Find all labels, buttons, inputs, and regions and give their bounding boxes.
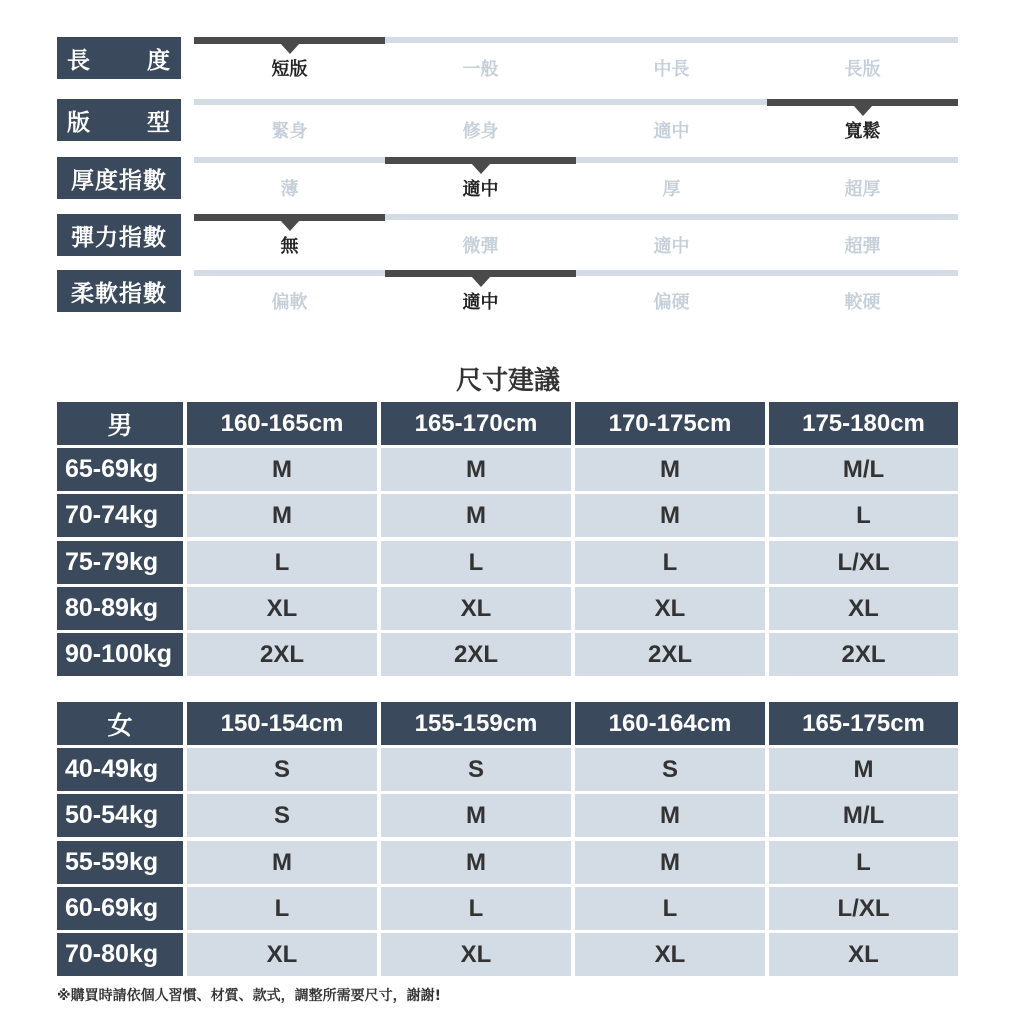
attribute-scale: [194, 214, 958, 256]
attribute-row: [57, 214, 958, 256]
attribute-option: [385, 37, 576, 79]
attribute-option-label: 中長: [653, 59, 690, 80]
selection-marker-icon: [280, 220, 300, 231]
attribute-label: 厚度指數: [57, 157, 181, 199]
attribute-scale: [194, 37, 958, 79]
weight-label: 70-74kg: [57, 494, 183, 537]
weight-label: 90-100kg: [57, 633, 183, 676]
size-cell: M: [575, 494, 765, 537]
attribute-option-selected: [385, 157, 576, 199]
scale-bar: [194, 99, 385, 105]
scale-bar: [576, 214, 767, 220]
attribute-option: [385, 99, 576, 141]
size-cell: M/L: [769, 794, 958, 837]
size-cell: 2XL: [769, 633, 958, 676]
weight-label: 60-69kg: [57, 887, 183, 930]
attribute-option: [385, 214, 576, 256]
attribute-option-label: 較硬: [844, 292, 881, 313]
height-header: 150-154cm: [187, 702, 377, 745]
height-header: 170-175cm: [575, 402, 765, 445]
attribute-option-label: 適中: [462, 179, 499, 200]
attribute-option: [576, 37, 767, 79]
selection-marker-icon: [471, 276, 491, 287]
attribute-option: [576, 270, 767, 312]
scale-bar: [194, 157, 385, 163]
scale-bar: [767, 214, 958, 220]
size-cell: M/L: [769, 448, 958, 491]
selection-marker-icon: [280, 43, 300, 54]
size-cell: M: [381, 494, 571, 537]
attribute-option-label: 薄: [280, 179, 299, 200]
attribute-label-part: 長: [67, 47, 91, 74]
scale-bar: [576, 37, 767, 43]
size-cell: XL: [187, 933, 377, 976]
size-cell: M: [381, 448, 571, 491]
scale-bar: [385, 37, 576, 43]
scale-bar: [767, 157, 958, 163]
attribute-option-label: 偏軟: [271, 292, 308, 313]
size-cell: L: [381, 887, 571, 930]
size-cell: L: [187, 887, 377, 930]
attribute-row: [57, 270, 958, 312]
selection-marker-icon: [853, 105, 873, 116]
height-header: 165-170cm: [381, 402, 571, 445]
attribute-row: [57, 37, 958, 79]
size-cell: L: [575, 541, 765, 584]
attribute-option-selected: [767, 99, 958, 141]
weight-label: 80-89kg: [57, 587, 183, 630]
scale-bar: [194, 270, 385, 276]
size-cell: M: [575, 794, 765, 837]
size-cell: S: [575, 748, 765, 791]
scale-bar: [576, 270, 767, 276]
attribute-option-label: 修身: [462, 121, 499, 142]
attribute-option: [576, 214, 767, 256]
size-cell: XL: [187, 587, 377, 630]
height-header: 165-175cm: [769, 702, 958, 745]
size-cell: M: [187, 448, 377, 491]
scale-bar: [767, 37, 958, 43]
weight-label: 75-79kg: [57, 541, 183, 584]
size-cell: M: [381, 841, 571, 884]
attribute-option: [194, 157, 385, 199]
size-guide-title: 尺寸建議: [455, 366, 560, 396]
attribute-scale: [194, 270, 958, 312]
attribute-label: [57, 99, 181, 141]
attribute-option-label: 一般: [462, 59, 499, 80]
size-cell: XL: [769, 587, 958, 630]
attribute-option-label: 長版: [844, 59, 881, 80]
size-cell: L/XL: [769, 887, 958, 930]
weight-label: 70-80kg: [57, 933, 183, 976]
size-cell: XL: [575, 933, 765, 976]
scale-bar: [385, 214, 576, 220]
attribute-option: [767, 157, 958, 199]
size-cell: L: [769, 841, 958, 884]
weight-label: 50-54kg: [57, 794, 183, 837]
size-cell: M: [187, 841, 377, 884]
attribute-option: [767, 214, 958, 256]
attribute-option-label: 微彈: [462, 236, 499, 257]
size-cell: 2XL: [381, 633, 571, 676]
attribute-option-label: 厚: [662, 179, 681, 200]
size-cell: M: [381, 794, 571, 837]
selection-marker-icon: [471, 163, 491, 174]
scale-bar: [576, 99, 767, 105]
attribute-option-selected: [385, 270, 576, 312]
attribute-option-label: 偏硬: [653, 292, 690, 313]
attribute-option-label: 短版: [271, 59, 308, 80]
attribute-option: [194, 270, 385, 312]
attribute-label-part: 型: [147, 109, 171, 136]
attribute-option: [194, 99, 385, 141]
attribute-scale: [194, 157, 958, 199]
attribute-option-label: 緊身: [271, 121, 308, 142]
size-cell: L: [381, 541, 571, 584]
attribute-option: [576, 99, 767, 141]
attribute-option-selected: [194, 214, 385, 256]
size-cell: XL: [381, 587, 571, 630]
attribute-option-label: 寬鬆: [844, 121, 881, 142]
size-cell: M: [769, 748, 958, 791]
height-header: 160-165cm: [187, 402, 377, 445]
size-cell: L: [769, 494, 958, 537]
scale-bar: [576, 157, 767, 163]
attribute-scale: [194, 99, 958, 141]
size-cell: L: [575, 887, 765, 930]
attribute-option-label: 超彈: [844, 236, 881, 257]
attribute-option: [767, 270, 958, 312]
size-cell: S: [187, 748, 377, 791]
attribute-option-label: 超厚: [844, 179, 881, 200]
size-cell: L: [187, 541, 377, 584]
attribute-option-label: 適中: [653, 236, 690, 257]
attribute-label: 柔軟指數: [57, 270, 181, 312]
size-cell: XL: [381, 933, 571, 976]
size-cell: M: [575, 841, 765, 884]
attribute-label: 彈力指數: [57, 214, 181, 256]
gender-header: 女: [57, 702, 183, 745]
attribute-row: [57, 99, 958, 141]
height-header: 175-180cm: [769, 402, 958, 445]
size-cell: S: [381, 748, 571, 791]
weight-label: 55-59kg: [57, 841, 183, 884]
size-cell: S: [187, 794, 377, 837]
gender-header: 男: [57, 402, 183, 445]
size-cell: L/XL: [769, 541, 958, 584]
attribute-option: [767, 37, 958, 79]
scale-bar: [385, 99, 576, 105]
size-cell: XL: [575, 587, 765, 630]
attribute-row: [57, 157, 958, 199]
attribute-label: [57, 37, 181, 79]
purchase-note: ※購買時請依個人習慣、材質、款式，調整所需要尺寸，謝謝!: [57, 988, 441, 1004]
weight-label: 40-49kg: [57, 748, 183, 791]
attribute-option: [576, 157, 767, 199]
attribute-label-part: 度: [147, 47, 171, 74]
scale-bar: [767, 270, 958, 276]
weight-label: 65-69kg: [57, 448, 183, 491]
height-header: 155-159cm: [381, 702, 571, 745]
size-cell: M: [575, 448, 765, 491]
attribute-option-selected: [194, 37, 385, 79]
attribute-label-part: 版: [67, 109, 91, 136]
size-cell: 2XL: [575, 633, 765, 676]
attribute-option-label: 適中: [462, 292, 499, 313]
size-cell: 2XL: [187, 633, 377, 676]
size-cell: XL: [769, 933, 958, 976]
size-cell: M: [187, 494, 377, 537]
attribute-option-label: 適中: [653, 121, 690, 142]
attribute-option-label: 無: [280, 236, 299, 257]
height-header: 160-164cm: [575, 702, 765, 745]
